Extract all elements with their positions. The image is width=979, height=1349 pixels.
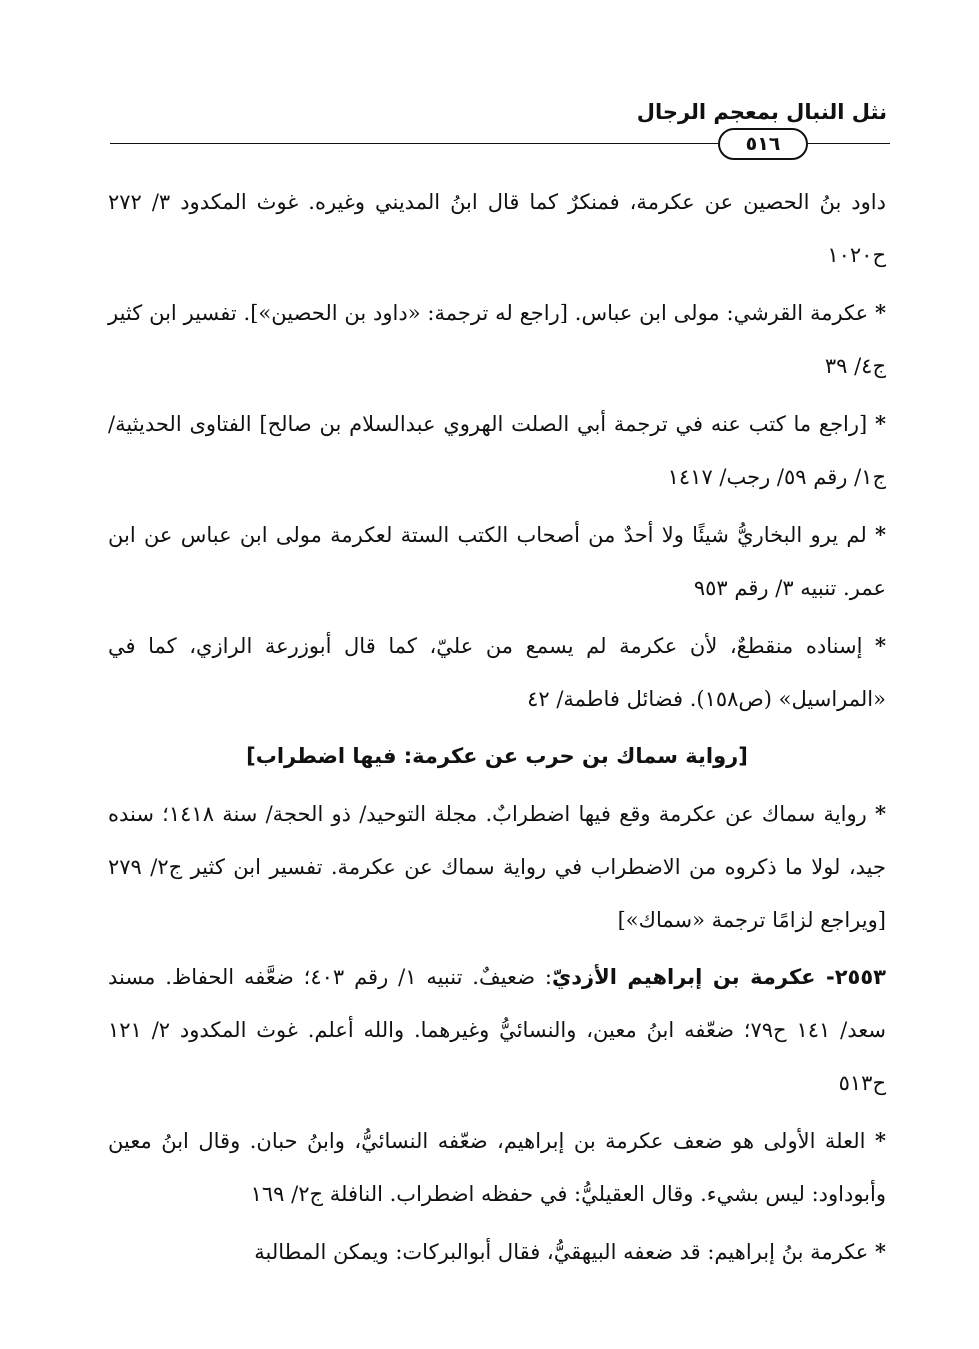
paragraph-text: لم يرو البخاريُّ شيئًا ولا أحدٌ من أصحاب الكتب الستة لعكرمة مولى ابن عباس عن ابن عمر. تنبيه ٣/ رقم ٩٥٣ bbox=[108, 523, 886, 600]
paragraph-text: عكرمة القرشي: مولى ابن عباس. [راجع له ترجمة: «داود بن الحصين»]. تفسير ابن كثير ج٤/ ٣٩ bbox=[108, 301, 886, 378]
asterisk-bullet-icon: * bbox=[875, 801, 886, 826]
paragraph bbox=[108, 1225, 886, 1279]
paragraph bbox=[108, 286, 886, 393]
entry-paragraph bbox=[108, 951, 886, 1110]
asterisk-bullet-icon: * bbox=[875, 522, 886, 547]
body-text bbox=[108, 176, 886, 1279]
paragraph bbox=[108, 508, 886, 615]
running-head-title: نثل النبال بمعجم الرجال bbox=[636, 100, 887, 124]
paragraph bbox=[108, 397, 886, 504]
paragraph bbox=[108, 787, 886, 947]
asterisk-bullet-icon: * bbox=[875, 1128, 886, 1153]
paragraph-text: رواية سماك عن عكرمة وقع فيها اضطرابٌ. مجلة التوحيد/ ذو الحجة/ سنة ١٤١٨؛ سنده جيد، لولا ما ذكروه من الاضطراب في رواية سماك عن عكرمة. تفسير ابن كثير ج٢/ ٢٧٩ [ويراجع لزامًا ترجمة «سماك»] bbox=[108, 802, 886, 932]
paragraph-text: العلة الأولى هو ضعف عكرمة بن إبراهيم، ضعّفه النسائيُّ، وابنُ حبان. وقال ابنُ معين وأبوداود: ليس بشيء. وقال العقيليُّ: في حفظه اضطراب. النافلة ج٢/ ١٦٩ bbox=[108, 1129, 886, 1206]
entry-text: : ضعيفٌ. تنبيه ١/ رقم ٤٠٣؛ ضعَّفه الحفاظ. مسند سعد/ ١٤١ ح٧٩؛ ضعّفه ابنُ معين، والنسائيُّ وغيرهما. والله أعلم. غوث المكدود ٢/ ١٢١ ح٥١٣ bbox=[108, 965, 886, 1095]
paragraph bbox=[108, 619, 886, 726]
paragraph-text: [راجع ما كتب عنه في ترجمة أبي الصلت الهروي عبدالسلام بن صالح] الفتاوى الحديثية/ ج١/ رقم ٥٩/ رجب/ ١٤١٧ bbox=[108, 412, 886, 489]
paragraph-text: إسناده منقطعٌ، لأن عكرمة لم يسمع من عليّ، كما قال أبوزرعة الرازي، كما في «المراسيل» (ص١٥٨). فضائل فاطمة/ ٤٢ bbox=[108, 634, 886, 711]
paragraph bbox=[108, 176, 886, 282]
asterisk-bullet-icon: * bbox=[875, 411, 886, 436]
paragraph-text: عكرمة بنُ إبراهيم: قد ضعفه البيهقيُّ، فقال أبوالبركات: ويمكن المطالبة bbox=[254, 1240, 869, 1264]
page-number: ٥١٦ bbox=[718, 128, 808, 160]
paragraph bbox=[108, 1114, 886, 1221]
section-subheading: [رواية سماك بن حرب عن عكرمة: فيها اضطراب] bbox=[246, 744, 748, 768]
asterisk-bullet-icon: * bbox=[875, 1239, 886, 1264]
entry-heading: ٢٥٥٣- عكرمة بن إبراهيم الأزديّ bbox=[551, 965, 887, 989]
paragraph-text: داود بنُ الحصين عن عكرمة، فمنكرٌ كما قال ابنُ المديني وغيره. غوث المكدود ٣/ ٢٧٢ ح١٠٢٠ bbox=[108, 190, 886, 267]
asterisk-bullet-icon: * bbox=[875, 633, 886, 658]
asterisk-bullet-icon: * bbox=[875, 300, 886, 325]
